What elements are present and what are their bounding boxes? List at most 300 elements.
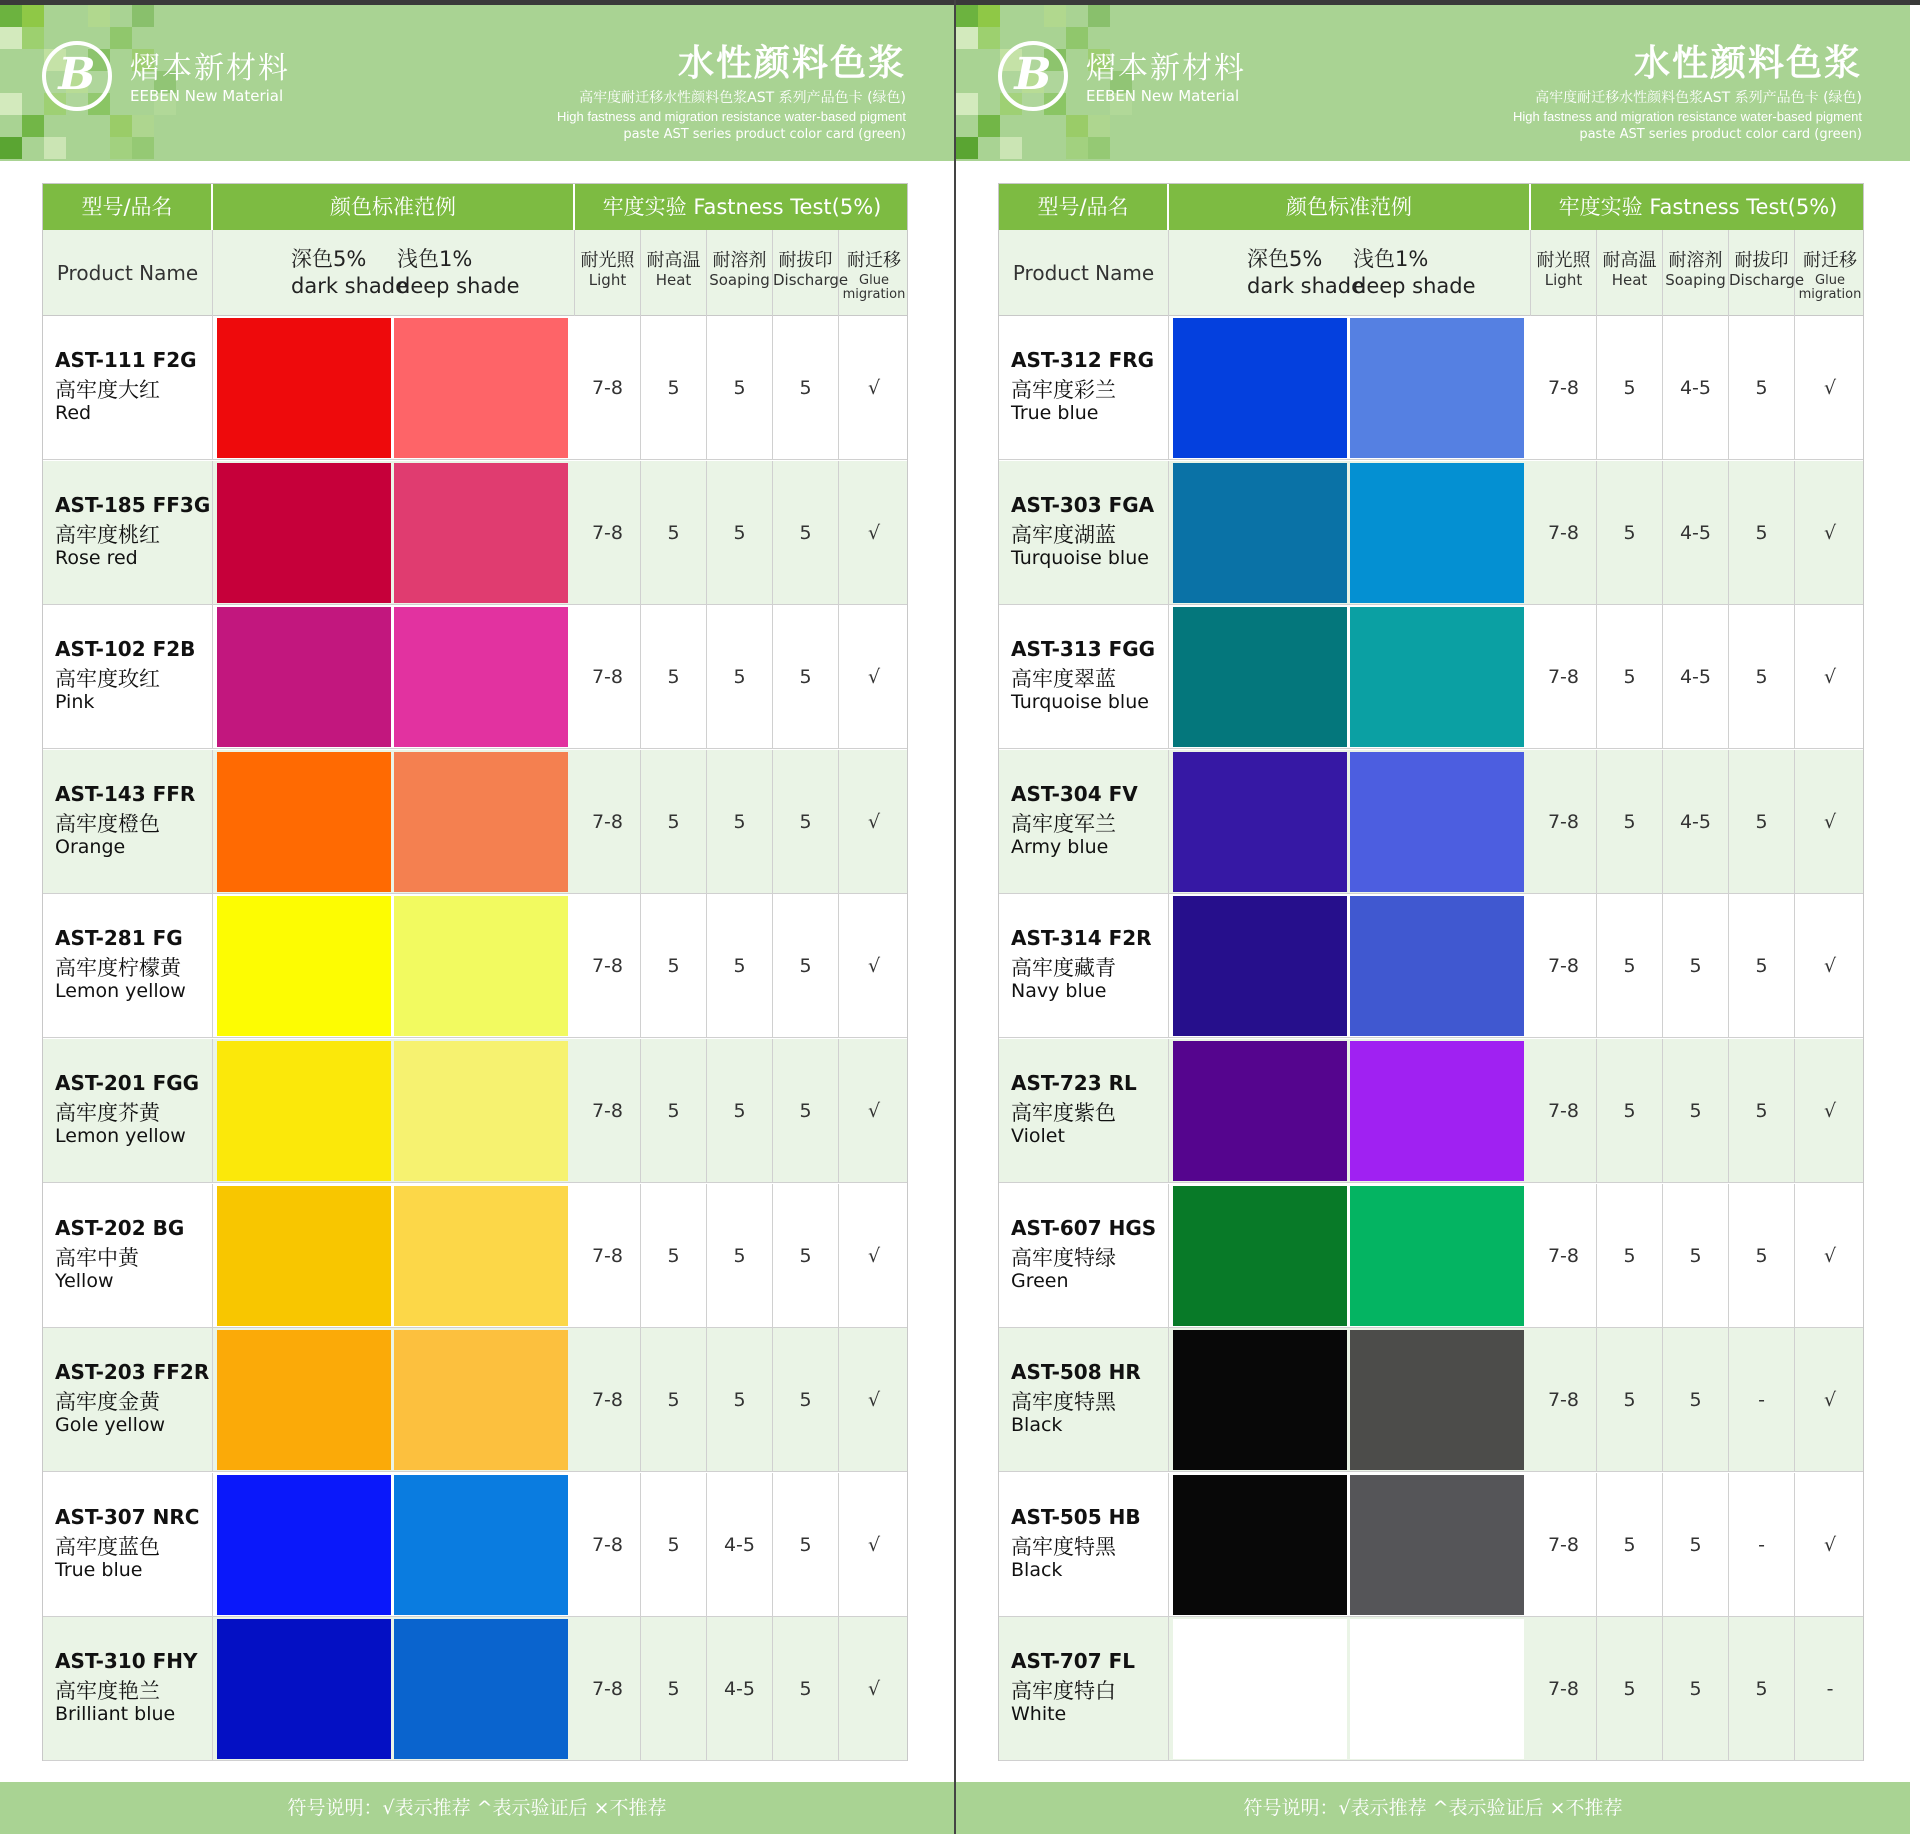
header-color-standard: 颜色标准范例	[213, 184, 575, 230]
light-shade-swatch	[1350, 1330, 1524, 1470]
subheader-product-name: Product Name	[43, 230, 213, 316]
value-discharge: 5	[1729, 316, 1795, 460]
mosaic-square	[22, 115, 44, 137]
dark-shade-swatch	[1173, 752, 1347, 892]
subtitle-en-line-1: High fastness and migration resistance water-based pigment	[556, 109, 906, 124]
value-light: 7-8	[1531, 316, 1597, 460]
header-model: 型号/品名	[43, 184, 213, 230]
mosaic-square	[88, 5, 110, 27]
header-model: 型号/品名	[999, 184, 1169, 230]
value-discharge: 5	[1729, 461, 1795, 605]
dark-shade-swatch	[217, 752, 391, 892]
header-fastness: 牢度实验 Fastness Test(5%)	[602, 195, 882, 219]
value-heat: 5	[641, 750, 707, 894]
product-name-cn: 高牢度特绿	[1011, 1245, 1116, 1270]
product-name-cn: 高牢度金黄	[55, 1390, 160, 1415]
value-glue-migration: √	[1823, 377, 1837, 399]
value-glue-migration: √	[1823, 1244, 1837, 1267]
table-row	[999, 750, 1863, 894]
table-row	[43, 605, 907, 749]
product-name-en: Lemon yellow	[55, 1125, 186, 1147]
dark-shade-swatch	[1173, 1475, 1347, 1615]
value-glue-migration: √	[867, 1100, 881, 1122]
value-soaping: 5	[707, 894, 773, 1038]
product-name-en: Gole yellow	[55, 1414, 166, 1437]
dark-shade-swatch	[1173, 463, 1347, 603]
product-name-cn: 高牢中黄	[55, 1245, 139, 1270]
value-light: 7-8	[575, 1039, 641, 1183]
table-row	[43, 1328, 907, 1472]
value-soaping: 4-5	[707, 1617, 773, 1761]
value-soaping: 5	[707, 1328, 773, 1472]
value-light: 7-8	[575, 1328, 641, 1472]
light-shade-swatch	[1350, 896, 1524, 1036]
table-row	[999, 894, 1863, 1038]
product-name-en: Yellow	[55, 1269, 114, 1292]
brand-name-cn: 熠本新材料	[1086, 51, 1246, 86]
table-row	[43, 1184, 907, 1328]
value-heat: 5	[1597, 316, 1663, 460]
light-shade-swatch	[1350, 752, 1524, 892]
light-shade-cn: 浅色1%	[397, 247, 473, 271]
value-discharge: -	[1729, 1328, 1795, 1472]
mosaic-square	[22, 5, 44, 27]
table-row	[43, 1617, 907, 1761]
product-name-en: Red	[55, 402, 92, 424]
mosaic-square	[1066, 137, 1088, 159]
value-heat: 5	[641, 1617, 707, 1761]
subtitle-en-line-1: High fastness and migration resistance water-based pigment	[1512, 109, 1862, 124]
product-name-en: Turquoise blue	[1011, 546, 1149, 569]
product-code: AST-607 HGS	[1011, 1215, 1157, 1240]
page-title: 水性颜料色浆	[1633, 43, 1862, 84]
mosaic-square	[1088, 115, 1110, 137]
product-cell	[999, 316, 1169, 460]
mosaic-square	[110, 115, 132, 137]
value-soaping: 5	[707, 1184, 773, 1328]
product-code: AST-143 FFR	[55, 781, 196, 806]
value-heat: 5	[1597, 1039, 1663, 1183]
value-soaping: 5	[1663, 1617, 1729, 1761]
value-light: 7-8	[575, 1473, 641, 1617]
value-glue-migration: √	[867, 1389, 881, 1412]
product-cell	[43, 1328, 213, 1472]
value-discharge: 5	[773, 316, 839, 460]
value-discharge: 5	[1729, 894, 1795, 1038]
product-name-en: Rose red	[55, 546, 138, 569]
product-name-cn: 高牢度紫色	[1011, 1101, 1116, 1125]
value-discharge: 5	[773, 1617, 839, 1761]
brand-name-en: EEBEN New Material	[1086, 87, 1240, 105]
dark-shade-label	[291, 246, 408, 300]
product-name-en: Violet	[1011, 1125, 1065, 1147]
value-soaping: 5	[707, 461, 773, 605]
light-shade-swatch	[394, 318, 568, 458]
light-shade-swatch	[394, 1475, 568, 1615]
value-discharge: 5	[773, 1184, 839, 1328]
dark-shade-swatch	[217, 463, 391, 603]
light-shade-swatch	[394, 1330, 568, 1470]
product-cell	[43, 750, 213, 894]
value-soaping: 5	[707, 316, 773, 460]
dark-shade-swatch	[217, 1619, 391, 1759]
dark-shade-swatch	[217, 896, 391, 1036]
mosaic-square	[978, 115, 1000, 137]
value-heat: 5	[1597, 1184, 1663, 1328]
value-discharge: 5	[773, 1328, 839, 1472]
subheader-test-heat: 耐高温 Heat	[1597, 230, 1663, 316]
value-soaping: 5	[707, 605, 773, 749]
value-heat: 5	[641, 461, 707, 605]
product-code: AST-201 FGG	[55, 1071, 200, 1095]
product-cell	[999, 605, 1169, 749]
mosaic-square	[0, 5, 22, 27]
product-name-cn: 高牢度大红	[55, 378, 160, 402]
light-shade-swatch	[1350, 1186, 1524, 1326]
value-light: 7-8	[575, 461, 641, 605]
product-name-cn: 高牢度芥黄	[55, 1101, 160, 1125]
light-shade-label	[397, 246, 520, 300]
value-soaping: 5	[1663, 894, 1729, 1038]
subheader-test-light: 耐光照 Light	[1531, 230, 1597, 316]
light-shade-swatch	[1350, 607, 1524, 747]
header-fastness: 牢度实验 Fastness Test(5%)	[1558, 195, 1838, 219]
value-heat: 5	[641, 1473, 707, 1617]
subtitle-en-line-2: paste AST series product color card (green)	[623, 127, 906, 142]
product-cell	[43, 1039, 213, 1183]
table-subheader-row	[43, 230, 907, 316]
table-header-row	[43, 184, 907, 230]
dark-shade-swatch	[1173, 1041, 1347, 1181]
product-cell	[999, 1184, 1169, 1328]
product-name-en: True blue	[55, 1558, 143, 1581]
product-name-cn: 高牢度艳兰	[55, 1679, 160, 1704]
table-row	[999, 461, 1863, 605]
value-heat: 5	[1597, 1617, 1663, 1761]
value-soaping: 4-5	[1663, 461, 1729, 605]
value-heat: 5	[641, 605, 707, 749]
value-light: 7-8	[1531, 1039, 1597, 1183]
value-discharge: 5	[773, 605, 839, 749]
value-soaping: 4-5	[1663, 605, 1729, 749]
mosaic-square	[0, 137, 22, 159]
page-header	[0, 5, 954, 161]
light-shade-swatch	[1350, 1041, 1524, 1181]
mosaic-square	[22, 27, 44, 49]
dark-shade-swatch	[217, 1475, 391, 1615]
product-name-en: Black	[1011, 1414, 1063, 1437]
subheader-test-discharge: 耐拔印 Discharge	[1729, 230, 1795, 316]
value-heat: 5	[1597, 1473, 1663, 1617]
value-glue-migration: √	[867, 810, 881, 833]
value-glue-migration: √	[1823, 521, 1837, 544]
value-glue-migration: √	[1823, 955, 1837, 978]
value-heat: 5	[641, 1039, 707, 1183]
page-header	[956, 5, 1910, 161]
mosaic-square	[110, 27, 132, 49]
value-soaping: 5	[707, 1039, 773, 1183]
value-heat: 5	[641, 1184, 707, 1328]
subheader-product-name: Product Name	[999, 230, 1169, 316]
product-name-en: Pink	[55, 691, 95, 714]
mosaic-square	[1066, 27, 1088, 49]
subheader-test-light: 耐光照 Light	[575, 230, 641, 316]
mosaic-square	[132, 5, 154, 27]
header-color-standard: 颜色标准范例	[1169, 184, 1531, 230]
light-shade-swatch	[394, 607, 568, 747]
subheader-test-soaping: 耐溶剂 Soaping	[707, 230, 773, 316]
product-code: AST-505 HB	[1011, 1504, 1141, 1529]
table-row	[43, 316, 907, 460]
dark-shade-swatch	[1173, 318, 1347, 458]
mosaic-square	[44, 137, 66, 159]
product-code: AST-202 BG	[55, 1215, 185, 1240]
value-discharge: -	[1729, 1473, 1795, 1617]
color-table	[42, 183, 908, 1761]
product-code: AST-203 FF2R	[55, 1360, 210, 1385]
value-glue-migration: √	[1823, 1100, 1837, 1122]
subheader-test-heat: 耐高温 Heat	[641, 230, 707, 316]
light-shade-swatch	[394, 1041, 568, 1181]
mosaic-square	[1088, 5, 1110, 27]
value-glue-migration: √	[1823, 666, 1837, 689]
value-glue-migration: √	[867, 1678, 881, 1701]
product-code: AST-310 FHY	[55, 1649, 198, 1674]
table-row	[43, 1039, 907, 1183]
product-cell	[43, 1617, 213, 1761]
mosaic-square	[0, 93, 22, 115]
mosaic-square	[1044, 5, 1066, 27]
value-soaping: 5	[1663, 1473, 1729, 1617]
value-light: 7-8	[575, 1184, 641, 1328]
light-shade-label	[1353, 246, 1476, 300]
value-glue-migration: √	[867, 1533, 881, 1556]
product-code: AST-314 F2R	[1011, 926, 1152, 951]
product-name-cn: 高牢度桃红	[55, 522, 160, 547]
product-name-cn: 高牢度特白	[1011, 1679, 1116, 1704]
product-code: AST-304 FV	[1011, 781, 1138, 806]
page-title: 水性颜料色浆	[677, 43, 906, 84]
color-card-page-right	[956, 5, 1910, 1834]
subheader-test-discharge: 耐拔印 Discharge	[773, 230, 839, 316]
product-name-en: True blue	[1011, 402, 1099, 424]
dark-shade-label	[1247, 246, 1364, 300]
dark-shade-en: dark shade	[291, 274, 409, 298]
value-glue-migration: √	[867, 377, 881, 399]
value-discharge: 5	[773, 461, 839, 605]
value-light: 7-8	[1531, 1617, 1597, 1761]
value-discharge: 5	[1729, 1039, 1795, 1183]
dark-shade-swatch	[1173, 1619, 1347, 1759]
value-discharge: 5	[1729, 1184, 1795, 1328]
brand-name-cn: 熠本新材料	[130, 51, 290, 86]
legend-footer: 符号说明：√表示推荐 ^表示验证后 ×不推荐	[956, 1782, 1910, 1834]
product-cell	[999, 750, 1169, 894]
dark-shade-swatch	[1173, 1330, 1347, 1470]
value-heat: 5	[1597, 1328, 1663, 1472]
product-cell	[999, 1473, 1169, 1617]
table-subheader-row	[999, 230, 1863, 316]
mosaic-square	[132, 137, 154, 159]
mosaic-square	[1066, 115, 1088, 137]
value-glue-migration: √	[1823, 1533, 1837, 1556]
value-discharge: 5	[773, 750, 839, 894]
mosaic-square	[956, 93, 978, 115]
mosaic-square	[978, 27, 1000, 49]
legend-footer: 符号说明：√表示推荐 ^表示验证后 ×不推荐	[0, 1782, 954, 1834]
value-light: 7-8	[575, 316, 641, 460]
value-light: 7-8	[1531, 1328, 1597, 1472]
product-name-cn: 高牢度彩兰	[1011, 378, 1116, 402]
product-name-en: Army blue	[1011, 835, 1109, 858]
mosaic-square	[110, 137, 132, 159]
product-name-en: Green	[1011, 1269, 1069, 1292]
product-code: AST-111 F2G	[55, 348, 197, 372]
value-heat: 5	[641, 316, 707, 460]
product-name-en: Black	[1011, 1558, 1063, 1581]
product-code: AST-312 FRG	[1011, 348, 1155, 372]
light-shade-swatch	[394, 752, 568, 892]
product-cell	[43, 1184, 213, 1328]
product-name-cn: 高牢度军兰	[1011, 811, 1116, 836]
product-name-cn: 高牢度柠檬黄	[55, 956, 181, 981]
light-shade-swatch	[394, 896, 568, 1036]
light-shade-en: deep shade	[1353, 274, 1476, 298]
value-soaping: 4-5	[1663, 316, 1729, 460]
value-heat: 5	[1597, 750, 1663, 894]
value-light: 7-8	[1531, 1184, 1597, 1328]
dark-shade-cn: 深色5%	[1247, 247, 1323, 271]
value-heat: 5	[641, 894, 707, 1038]
value-soaping: 4-5	[1663, 750, 1729, 894]
product-name-cn: 高牢度玫红	[55, 667, 160, 692]
product-name-en: Brilliant blue	[55, 1703, 176, 1726]
value-soaping: 5	[1663, 1039, 1729, 1183]
mosaic-square	[956, 137, 978, 159]
product-name-cn: 高牢度橙色	[55, 811, 160, 836]
value-soaping: 4-5	[707, 1473, 773, 1617]
table-row	[999, 605, 1863, 749]
product-name-en: Orange	[55, 835, 126, 858]
color-card-page-left	[0, 5, 954, 1834]
light-shade-swatch	[394, 1186, 568, 1326]
light-shade-swatch	[1350, 1619, 1524, 1759]
table-row	[43, 894, 907, 1038]
light-shade-swatch	[1350, 463, 1524, 603]
value-light: 7-8	[575, 1617, 641, 1761]
dark-shade-en: dark shade	[1247, 274, 1365, 298]
product-cell	[43, 461, 213, 605]
mosaic-square	[1000, 137, 1022, 159]
dark-shade-swatch	[217, 1330, 391, 1470]
product-code: AST-508 HR	[1011, 1360, 1141, 1385]
table-header-row	[999, 184, 1863, 230]
product-code: AST-303 FGA	[1011, 492, 1155, 517]
value-glue-migration: √	[1823, 1389, 1837, 1412]
mosaic-square	[978, 5, 1000, 27]
value-discharge: 5	[773, 1473, 839, 1617]
value-glue-migration: √	[867, 521, 881, 544]
brand-name-en: EEBEN New Material	[130, 87, 284, 105]
dark-shade-swatch	[217, 1186, 391, 1326]
dark-shade-swatch	[217, 318, 391, 458]
subheader-shades	[213, 230, 575, 316]
mosaic-square	[956, 27, 978, 49]
subheader-shades	[1169, 230, 1531, 316]
light-shade-en: deep shade	[397, 274, 520, 298]
value-heat: 5	[1597, 461, 1663, 605]
product-name-cn: 高牢度特黑	[1011, 1390, 1116, 1415]
value-light: 7-8	[1531, 750, 1597, 894]
product-cell	[43, 1473, 213, 1617]
product-name-cn: 高牢度特黑	[1011, 1534, 1116, 1559]
product-code: AST-723 RL	[1011, 1071, 1137, 1095]
value-light: 7-8	[1531, 461, 1597, 605]
table-row	[999, 1617, 1863, 1761]
product-name-en: Navy blue	[1011, 980, 1107, 1003]
product-name-cn: 高牢度湖蓝	[1011, 522, 1116, 547]
dark-shade-swatch	[217, 607, 391, 747]
value-heat: 5	[1597, 605, 1663, 749]
subtitle-cn: 高牢度耐迁移水性颜料色浆AST 系列产品色卡 (绿色)	[579, 90, 906, 106]
product-cell	[999, 1328, 1169, 1472]
color-table	[998, 183, 1864, 1761]
product-code: AST-185 FF3G	[55, 492, 211, 517]
product-name-cn: 高牢度翠蓝	[1011, 667, 1116, 692]
dark-shade-swatch	[1173, 1186, 1347, 1326]
value-glue-migration: √	[867, 955, 881, 978]
table-row	[999, 1184, 1863, 1328]
value-heat: 5	[641, 1328, 707, 1472]
dark-shade-swatch	[1173, 607, 1347, 747]
product-code: AST-707 FL	[1011, 1649, 1136, 1674]
product-cell	[999, 461, 1169, 605]
mosaic-square	[956, 5, 978, 27]
mosaic-square	[132, 115, 154, 137]
value-light: 7-8	[1531, 605, 1597, 749]
value-light: 7-8	[1531, 1473, 1597, 1617]
value-discharge: 5	[1729, 605, 1795, 749]
product-cell	[43, 316, 213, 460]
value-light: 7-8	[575, 605, 641, 749]
value-soaping: 5	[707, 750, 773, 894]
value-glue-migration: √	[1823, 810, 1837, 833]
product-cell	[999, 1617, 1169, 1761]
light-shade-swatch	[1350, 318, 1524, 458]
table-row	[999, 316, 1863, 460]
product-name-en: White	[1011, 1703, 1067, 1726]
mosaic-square	[0, 27, 22, 49]
product-cell	[999, 1039, 1169, 1183]
light-shade-swatch	[394, 1619, 568, 1759]
value-light: 7-8	[1531, 894, 1597, 1038]
table-row	[43, 461, 907, 605]
value-light: 7-8	[575, 750, 641, 894]
product-cell	[43, 605, 213, 749]
light-shade-cn: 浅色1%	[1353, 247, 1429, 271]
mosaic-square	[1088, 137, 1110, 159]
subtitle-cn: 高牢度耐迁移水性颜料色浆AST 系列产品色卡 (绿色)	[1535, 90, 1862, 106]
product-name-en: Turquoise blue	[1011, 691, 1149, 714]
table-row	[999, 1328, 1863, 1472]
product-cell	[43, 894, 213, 1038]
product-name-cn: 高牢度蓝色	[55, 1534, 160, 1559]
product-code: AST-307 NRC	[55, 1504, 200, 1529]
product-cell	[999, 894, 1169, 1038]
value-glue-migration: √	[867, 666, 881, 689]
product-code: AST-281 FG	[55, 926, 183, 951]
brand-logo-icon: B	[998, 41, 1068, 111]
